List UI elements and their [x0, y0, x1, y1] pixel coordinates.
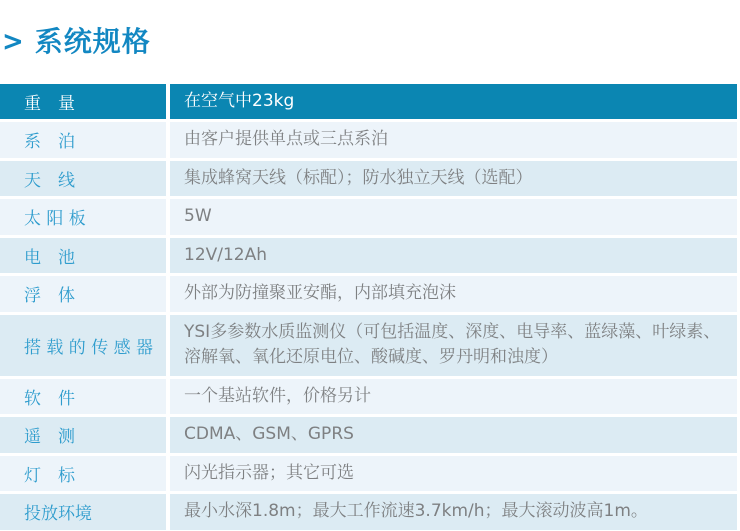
spec-label: 太 阳 板 — [0, 199, 166, 235]
spec-label: 电 池 — [0, 238, 166, 274]
spec-value: YSI多参数水质监测仪（可包括温度、深度、电导率、蓝绿藻、叶绿素、溶解氧、氧化还原电位、酸碱度、罗丹明和浊度） — [170, 315, 737, 376]
spec-value: CDMA、GSM、GPRS — [170, 417, 737, 453]
spec-table — [0, 84, 737, 530]
spec-value: 由客户提供单点或三点系泊 — [170, 122, 737, 158]
page-title — [0, 0, 740, 59]
spec-value: 闪光指示器；其它可选 — [170, 456, 737, 492]
spec-label: 系 泊 — [0, 122, 166, 158]
spec-label: 重 量 — [0, 84, 166, 120]
title-arrow-icon: > — [2, 26, 24, 58]
spec-row-beacon — [0, 456, 737, 492]
spec-row-weight — [0, 84, 737, 120]
spec-value: 在空气中23kg — [170, 84, 737, 120]
spec-value: 集成蜂窝天线（标配）；防水独立天线（选配） — [170, 161, 737, 197]
spec-value: 12V/12Ah — [170, 238, 737, 274]
spec-label: 投放环境 — [0, 494, 166, 530]
spec-row-float — [0, 276, 737, 312]
spec-value: 一个基站软件，价格另计 — [170, 379, 737, 415]
spec-row-deployment-environment — [0, 494, 737, 530]
spec-row-mooring — [0, 122, 737, 158]
spec-label: 软 件 — [0, 379, 166, 415]
spec-value: 最小水深1.8m；最大工作流速3.7km/h；最大滚动波高1m。 — [170, 494, 737, 530]
spec-label: 灯 标 — [0, 456, 166, 492]
spec-row-battery — [0, 238, 737, 274]
spec-label: 遥 测 — [0, 417, 166, 453]
spec-label: 天 线 — [0, 161, 166, 197]
page-title-text: 系统规格 — [34, 25, 151, 58]
spec-row-telemetry — [0, 417, 737, 453]
spec-value: 外部为防撞聚亚安酯，内部填充泡沫 — [170, 276, 737, 312]
spec-row-solar-panel — [0, 199, 737, 235]
spec-label: 浮 体 — [0, 276, 166, 312]
spec-row-software — [0, 379, 737, 415]
spec-row-antenna — [0, 161, 737, 197]
spec-label: 搭 载 的 传 感 器 — [0, 315, 166, 376]
spec-value: 5W — [170, 199, 737, 235]
spec-row-sensors — [0, 315, 737, 376]
